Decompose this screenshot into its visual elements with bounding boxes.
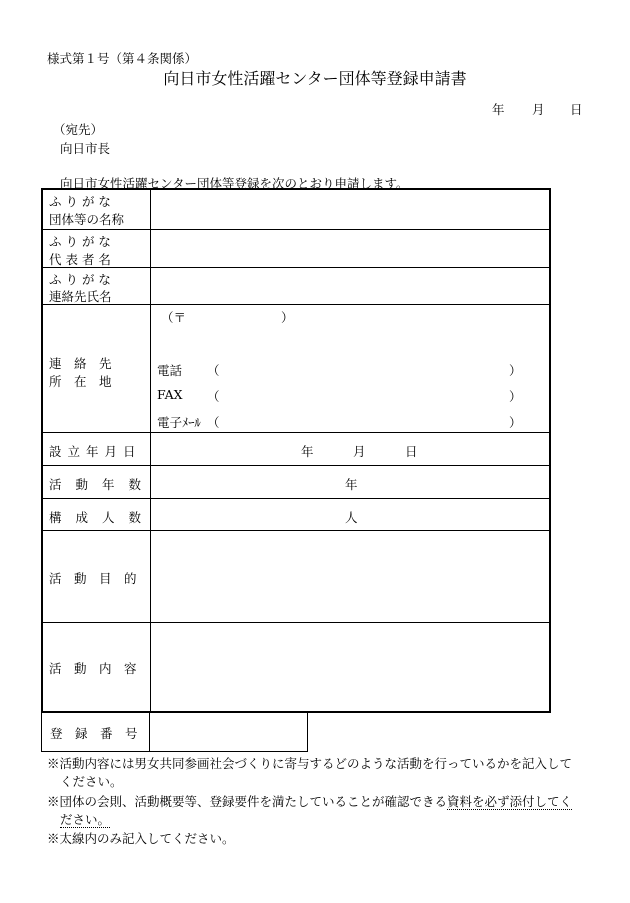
established-year: 年 (301, 444, 314, 459)
note-2-emphasis: 資料を必ず添付してく (447, 794, 573, 809)
postal-close: ） (281, 310, 294, 325)
email-label: 電子ﾒｰﾙ (157, 415, 201, 430)
email-paren-open: （ (207, 415, 220, 430)
rep-name-label: 代 表 者 名 (49, 252, 111, 267)
intro-text: 向日市女性活躍センター団体等登録を次のとおり申請します。 (60, 176, 409, 191)
note-1-line1: ※活動内容には男女共同参画社会づくりに寄与するどのような活動を行っているかを記入して (47, 756, 573, 771)
org-furigana-label: ふ り が な (49, 194, 111, 209)
note-2-line2 (60, 810, 110, 828)
address-row (43, 305, 549, 433)
contact-name-label: 連絡先氏名 (49, 289, 112, 304)
years-row (43, 466, 549, 499)
established-label: 設立年月日 (49, 444, 142, 459)
note-2-line2-text: ださい。 (60, 812, 111, 827)
established-row (43, 433, 549, 466)
note-3: ※太線内のみ記入してください。 (47, 831, 235, 846)
contact-furigana-label: ふ り が な (49, 272, 111, 287)
fax-paren-open: （ (207, 389, 220, 404)
registration-number-box (41, 713, 308, 752)
date-year-label: 年 (492, 102, 505, 117)
note-2-line1 (47, 792, 572, 810)
form-number: 様式第１号（第４条関係） (47, 51, 198, 66)
email-paren-close: ） (509, 415, 522, 430)
contact-name-row (43, 268, 549, 305)
rep-name-row (43, 230, 549, 268)
note-2-line1-text: ※団体の会則、活動概要等、登録要件を満たしていることが確認できる (47, 794, 448, 809)
date-month-label: 月 (532, 102, 545, 117)
document-title: 向日市女性活躍センター団体等登録申請書 (163, 69, 467, 88)
content-row (43, 623, 549, 713)
org-name-row (43, 190, 549, 230)
org-name-label: 団体等の名称 (49, 212, 125, 227)
years-label: 活動年数 (49, 477, 156, 492)
date-day-label: 日 (570, 102, 583, 117)
years-unit: 年 (345, 477, 358, 492)
established-month: 月 (353, 444, 366, 459)
purpose-row (43, 531, 549, 623)
phone-paren-open: （ (207, 363, 220, 378)
phone-paren-close: ） (509, 363, 522, 378)
content-label: 活 動 内 容 (49, 661, 137, 676)
members-label: 構成人数 (49, 510, 156, 525)
addressee-label: （宛先） (53, 122, 104, 137)
address-label-line2: 所 在 地 (49, 374, 112, 389)
phone-label: 電話 (157, 363, 183, 378)
application-table (41, 188, 551, 713)
fax-paren-close: ） (509, 389, 522, 404)
address-label-line1: 連 絡 先 (49, 356, 112, 371)
fax-label: FAX (157, 387, 183, 402)
note-1-line2: ください。 (60, 774, 123, 789)
rep-furigana-label: ふ り が な (49, 234, 111, 249)
purpose-label: 活 動 目 的 (49, 571, 137, 586)
registration-number-label: 登 録 番 号 (50, 726, 138, 741)
postal-open: （〒 (161, 310, 187, 325)
established-day: 日 (405, 444, 418, 459)
addressee-name: 向日市長 (60, 141, 111, 156)
members-unit: 人 (345, 510, 358, 525)
members-row (43, 499, 549, 531)
